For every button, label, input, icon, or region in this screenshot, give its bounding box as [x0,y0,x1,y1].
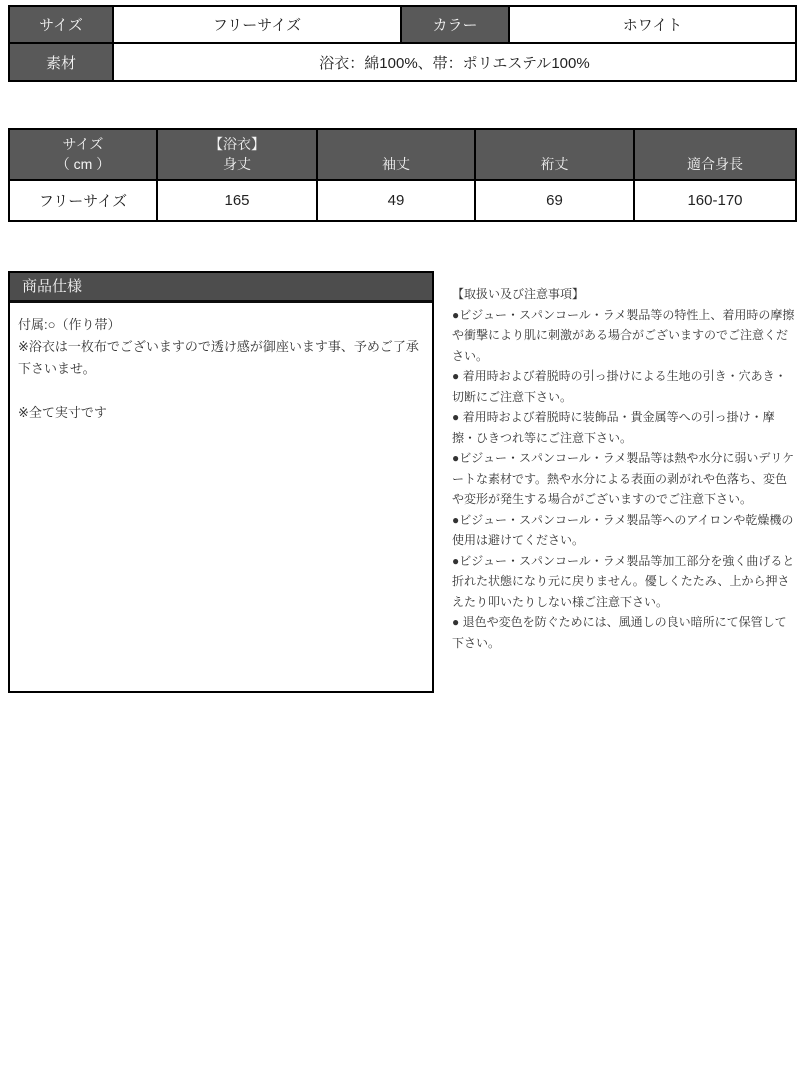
handling-notes-title: 【取扱い及び注意事項】 [452,287,585,301]
color-label-cell: カラー [401,6,509,43]
product-spec-box [8,271,434,693]
note-item-bending: ●ビジュー・スパンコール・ラメ製品等加工部分を強く曲げると折れた状態になり元に戻りません。優しくたたみ、上から押さえたり叩いたりしない様ご注意下さい。 [452,553,795,609]
cell-fit-height: 160-170 [634,180,796,221]
handling-notes [452,284,796,653]
note-item-snag-accessories: ● 着用時および着脱時に装飾品・貴金属等への引っ掛け・摩擦・ひきつれ等にご注意下さい。 [452,410,775,445]
header-yukata-mitake-line2: 身丈 [223,156,251,172]
cell-yukitake: 69 [475,180,634,221]
note-item-heat-moisture: ●ビジュー・スパンコール・ラメ製品等は熱や水分に弱いデリケートな素材です。熱や水分による表面の剥がれや色落ち、変色や変形が発生する場合がございますのでご注意下さい。 [452,451,795,506]
header-sodetake-line1 [318,134,474,154]
header-yukata-mitake [157,129,317,180]
info-row-size-color [9,6,796,43]
header-fit-height-line2: 適合身長 [687,156,743,172]
note-item-storage: ● 退色や変色を防ぐためには、風通しの良い暗所にて保管して下さい。 [452,615,787,650]
spec-blank-line [18,380,424,402]
header-fit-height [634,129,796,180]
cell-size-name: フリーサイズ [9,180,157,221]
header-size-cm-line2: （ cm ） [55,156,111,172]
spec-sheerness-note: ※浴衣は一枚布でございますので透け感が御座います事、予めご了承下さいませ。 [18,339,419,376]
product-info-table [8,5,797,82]
note-item-iron-dryer: ●ビジュー・スパンコール・ラメ製品等へのアイロンや乾燥機の使用は避けてください。 [452,512,794,547]
header-size-cm [9,129,157,180]
spec-box-content [10,303,432,424]
size-label-cell: サイズ [9,6,113,43]
header-yukitake-line1 [476,134,633,154]
cell-sodetake: 49 [317,180,475,221]
header-sodetake [317,129,475,180]
spec-actual-measure-note: ※全て実寸です [18,405,107,420]
header-size-cm-line1: サイズ [62,136,104,152]
size-value-cell: フリーサイズ [113,6,401,43]
material-value-cell: 浴衣：綿100%、帯：ポリエステル100% [113,43,796,81]
note-item-friction: ●ビジュー・スパンコール・ラメ製品等の特性上、着用時の摩擦や衝撃により肌に刺激がある場合がございますのでご注意ください。 [452,307,795,363]
header-yukitake-line2: 裄丈 [540,156,569,172]
note-item-snag-fabric: ● 着用時および着脱時の引っ掛けによる生地の引き・穴あき・切断にご注意下さい。 [452,369,787,404]
header-sodetake-line2: 袖丈 [382,156,410,172]
size-table-header-row [9,129,796,180]
spec-box-title-bar: 商品仕様 [10,273,432,303]
size-spec-table [8,128,797,222]
size-table-data-row [9,180,796,221]
material-label-cell: 素材 [9,43,113,81]
color-value-cell: ホワイト [509,6,796,43]
info-row-material [9,43,796,81]
cell-mitake: 165 [157,180,317,221]
header-yukata-mitake-line1: 【浴衣】 [209,136,265,152]
header-fit-height-line1 [635,134,795,154]
spec-accessory-line: 付属:○（作り帯） [18,317,121,332]
header-yukitake [475,129,634,180]
